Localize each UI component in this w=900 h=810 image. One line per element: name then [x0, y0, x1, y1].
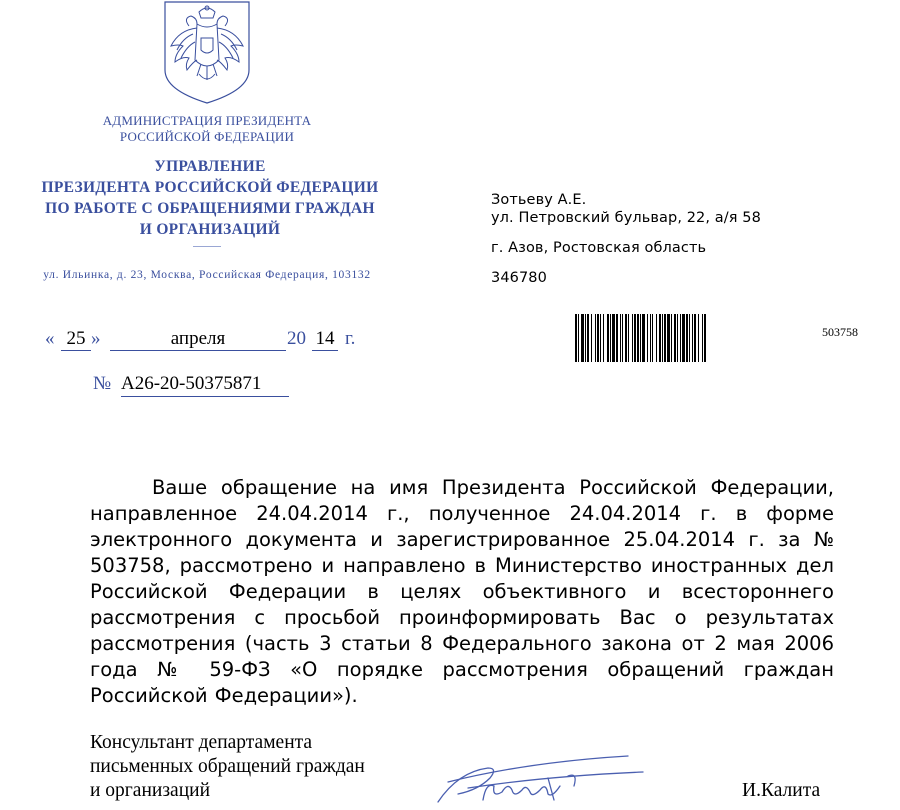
letter-body [90, 475, 834, 709]
administration-line-2: РОССИЙСКОЙ ФЕДЕРАЦИИ [119, 129, 295, 144]
barcode-number: 503758 [822, 325, 858, 339]
administration-line-1: АДМИНИСТРАЦИЯ ПРЕЗИДЕНТА [102, 113, 312, 128]
recipient-name: Зотьеву А.Е. [491, 192, 587, 208]
signatory-name: И.Калита [742, 780, 821, 801]
date-day: 25 [66, 328, 86, 349]
signatory-position-line-2: письменных обращений граждан [90, 756, 365, 777]
department-line-3: ПО РАБОТЕ С ОБРАЩЕНИЯМИ ГРАЖДАН [45, 200, 375, 217]
handwritten-signature [428, 742, 653, 808]
document-number: А26-20-50375871 [121, 373, 262, 394]
recipient-street: ул. Петровский бульвар, 22, а/я 58 [491, 210, 761, 226]
department-title [20, 156, 400, 240]
date-day-underline [61, 350, 91, 351]
number-underline [121, 396, 289, 397]
date-open-quote: « [45, 328, 55, 349]
signatory-position-line-1: Консультант департамента [90, 732, 313, 753]
department-line-1: УПРАВЛЕНИЕ [154, 158, 266, 175]
number-sign: № [93, 373, 112, 394]
department-line-2: ПРЕЗИДЕНТА РОССИЙСКОЙ ФЕДЕРАЦИИ [41, 179, 379, 196]
date-year-underline [312, 350, 338, 351]
date-close-quote: » [91, 328, 101, 349]
signatory-position [90, 731, 430, 803]
date-month-underline [110, 350, 286, 351]
department-address: ул. Ильинка, д. 23, Москва, Российская Федерация, 103132 [43, 269, 371, 281]
department-line-4: И ОРГАНИЗАЦИЙ [139, 221, 281, 238]
recipient-zip: 346780 [491, 270, 547, 286]
date-month: апреля [170, 328, 226, 349]
date-year: 14 [315, 328, 335, 349]
barcode-icon [575, 314, 815, 362]
coat-of-arms-icon [163, 0, 251, 104]
letterhead-divider [193, 246, 221, 247]
signatory-position-line-3: и организаций [90, 780, 210, 801]
date-year-prefix: 20 [287, 328, 306, 349]
recipient-city: г. Азов, Ростовская область [491, 240, 707, 256]
date-year-unit: г. [345, 328, 356, 349]
letter-body-text: Ваше обращение на имя Президента Российской Федерации, направленное 24.04.2014 г., полученное 24.04.2014 г. в форме электронного документа и зарегистрированное 25.04.2014 г. за № 503758, рассмотрено и направлено в Министерство иностранных дел Российской Федерации в целях объективного и всестороннего рассмотрения с просьбой проинформировать Вас о результатах рассмотрения (часть 3 статьи 8 Федерального закона от 2 мая 2006 года № 59-ФЗ «О порядке рассмотрения обращений граждан Российской Федерации»). [90, 476, 834, 707]
